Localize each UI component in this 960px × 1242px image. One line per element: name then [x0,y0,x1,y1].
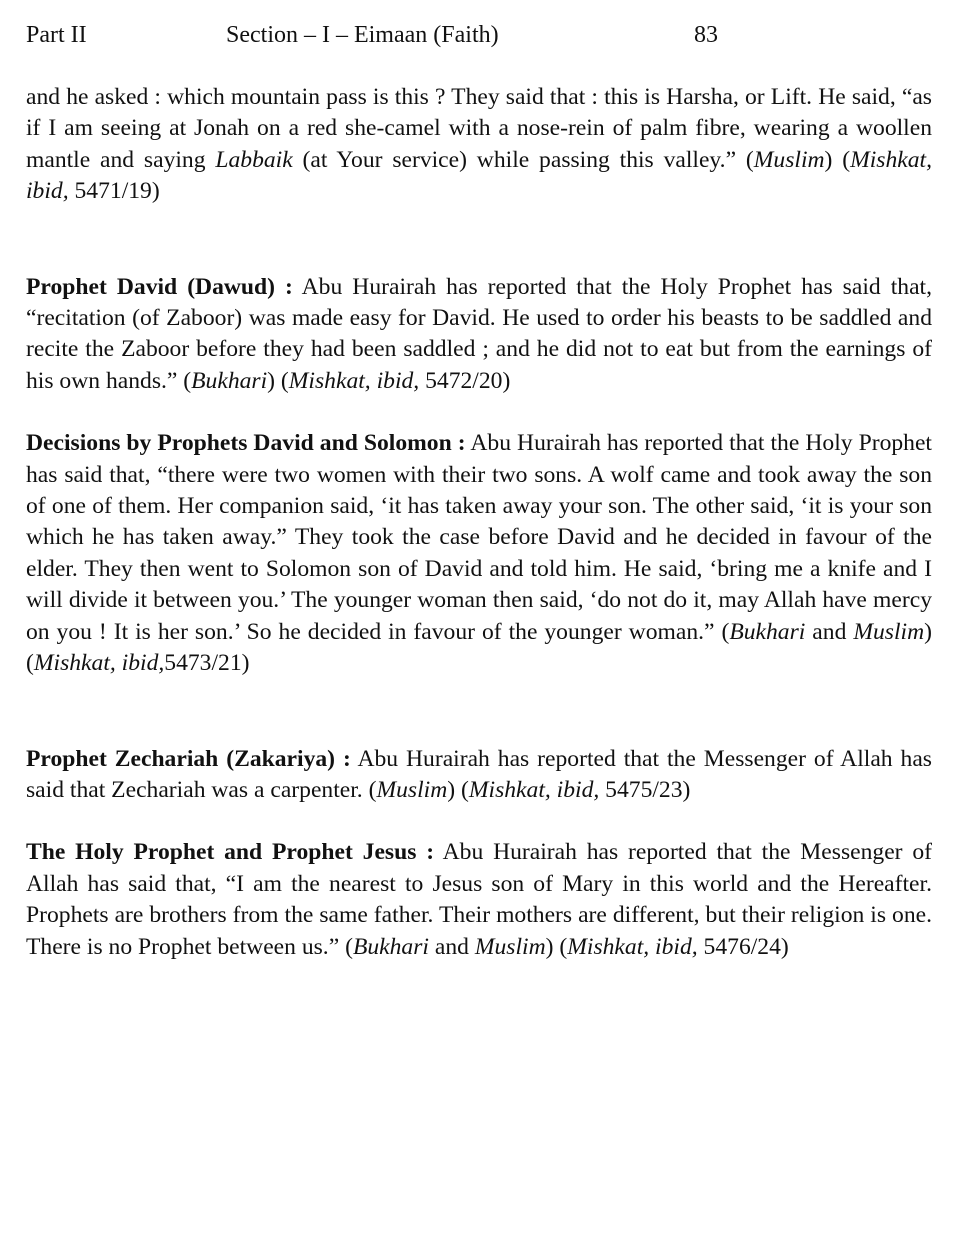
reference-citation: Mishkat, ibid, [468,776,600,803]
citation-separator: ) ( [824,146,851,173]
paragraph-text: Abu Hurairah has reported that the Holy Prophet has said that, “recitation (of Zaboor) was made easy for David. He used to order his beasts to be saddled and recite the Zaboor before they had been saddled ; and he did not to eat but from the earnings of his own hands.” ( [26,273,932,394]
running-header [26,18,932,52]
section-heading: Decisions by Prophets David and Solomon : [26,430,466,457]
paragraph-prophet-zechariah [26,744,932,807]
source-citation: Muslim [853,618,925,645]
source-citation: Bukhari [729,618,806,645]
source-citation: Bukhari [352,933,429,960]
section-heading: Prophet David (Dawud) : [26,273,293,300]
paragraph-text: and he asked : which mountain pass is this ? They said that : this is Harsha, or Lift. He said, “as if I am seeing at Jonah on a red she-camel with a nose-rein of palm fibre, wearing a woollen mantle and saying [26,84,932,173]
paragraph-text: Abu Hurairah has reported that the Messenger of Allah has said that, “I am the nearest to Jesus son of Mary in this world and the Hereafter. Prophets are brothers from the same father. Their mothers are different, but their religion is one. There is no Prophet between us.” ( [26,839,932,960]
source-citation: Muslim [474,933,546,960]
reference-number: 5476/24) [697,933,789,960]
page-number: 83 [694,22,718,48]
paragraph-jonah-continuation [26,82,932,208]
header-section: Section – I – Eimaan (Faith) [226,22,499,48]
reference-number: 5472/20) [419,367,511,394]
reference-number: 5473/21) [164,650,250,677]
header-part: Part II [26,22,87,48]
paragraph-text: (at Your service) while passing this valley.” ( [292,146,754,173]
source-citation: Muslim [753,146,825,173]
citation-separator: ) ( [545,933,568,960]
reference-citation: Mishkat, ibid, [567,933,698,960]
section-heading: Prophet Zechariah (Zakariya) : [26,745,351,772]
term-labbaik: Labbaik [215,146,293,173]
citation-separator: ) ( [26,618,932,677]
source-joiner: and [805,618,854,645]
reference-citation: Mishkat, ibid, [26,146,932,205]
citation-separator: ) ( [447,776,469,803]
reference-citation: Mishkat, ibid, [288,367,420,394]
reference-number: 5471/19) [68,178,160,205]
citation-separator: ) ( [267,367,289,394]
paragraph-prophet-david [26,272,932,398]
section-heading: The Holy Prophet and Prophet Jesus : [26,839,435,866]
document-page [26,18,932,963]
paragraph-david-solomon-decisions [26,428,932,679]
reference-citation: Mishkat, ibid, [33,650,165,677]
paragraph-text: Abu Hurairah has reported that the Holy Prophet has said that, “there were two women with their two sons. A wolf came and took away the son of one of them. Her companion said, ‘it has taken away your son. The other said, ‘it is your son which he has taken away.” They took the case before David and he decided in favour of the elder. They then went to Solomon son of David and told him. He said, ‘bring me a knife and I will divide it between you.’ The younger woman then said, ‘do not do it, may Allah have mercy on you ! It is her son.’ So he decided in favour of the younger woman.” ( [26,430,932,645]
reference-number: 5475/23) [599,776,691,803]
source-citation: Muslim [376,776,448,803]
paragraph-holy-prophet-jesus [26,837,932,963]
paragraph-text: Abu Hurairah has reported that the Messenger of Allah has said that Zechariah was a carpenter. ( [26,745,932,803]
source-citation: Bukhari [191,367,268,394]
source-joiner: and [428,933,475,960]
